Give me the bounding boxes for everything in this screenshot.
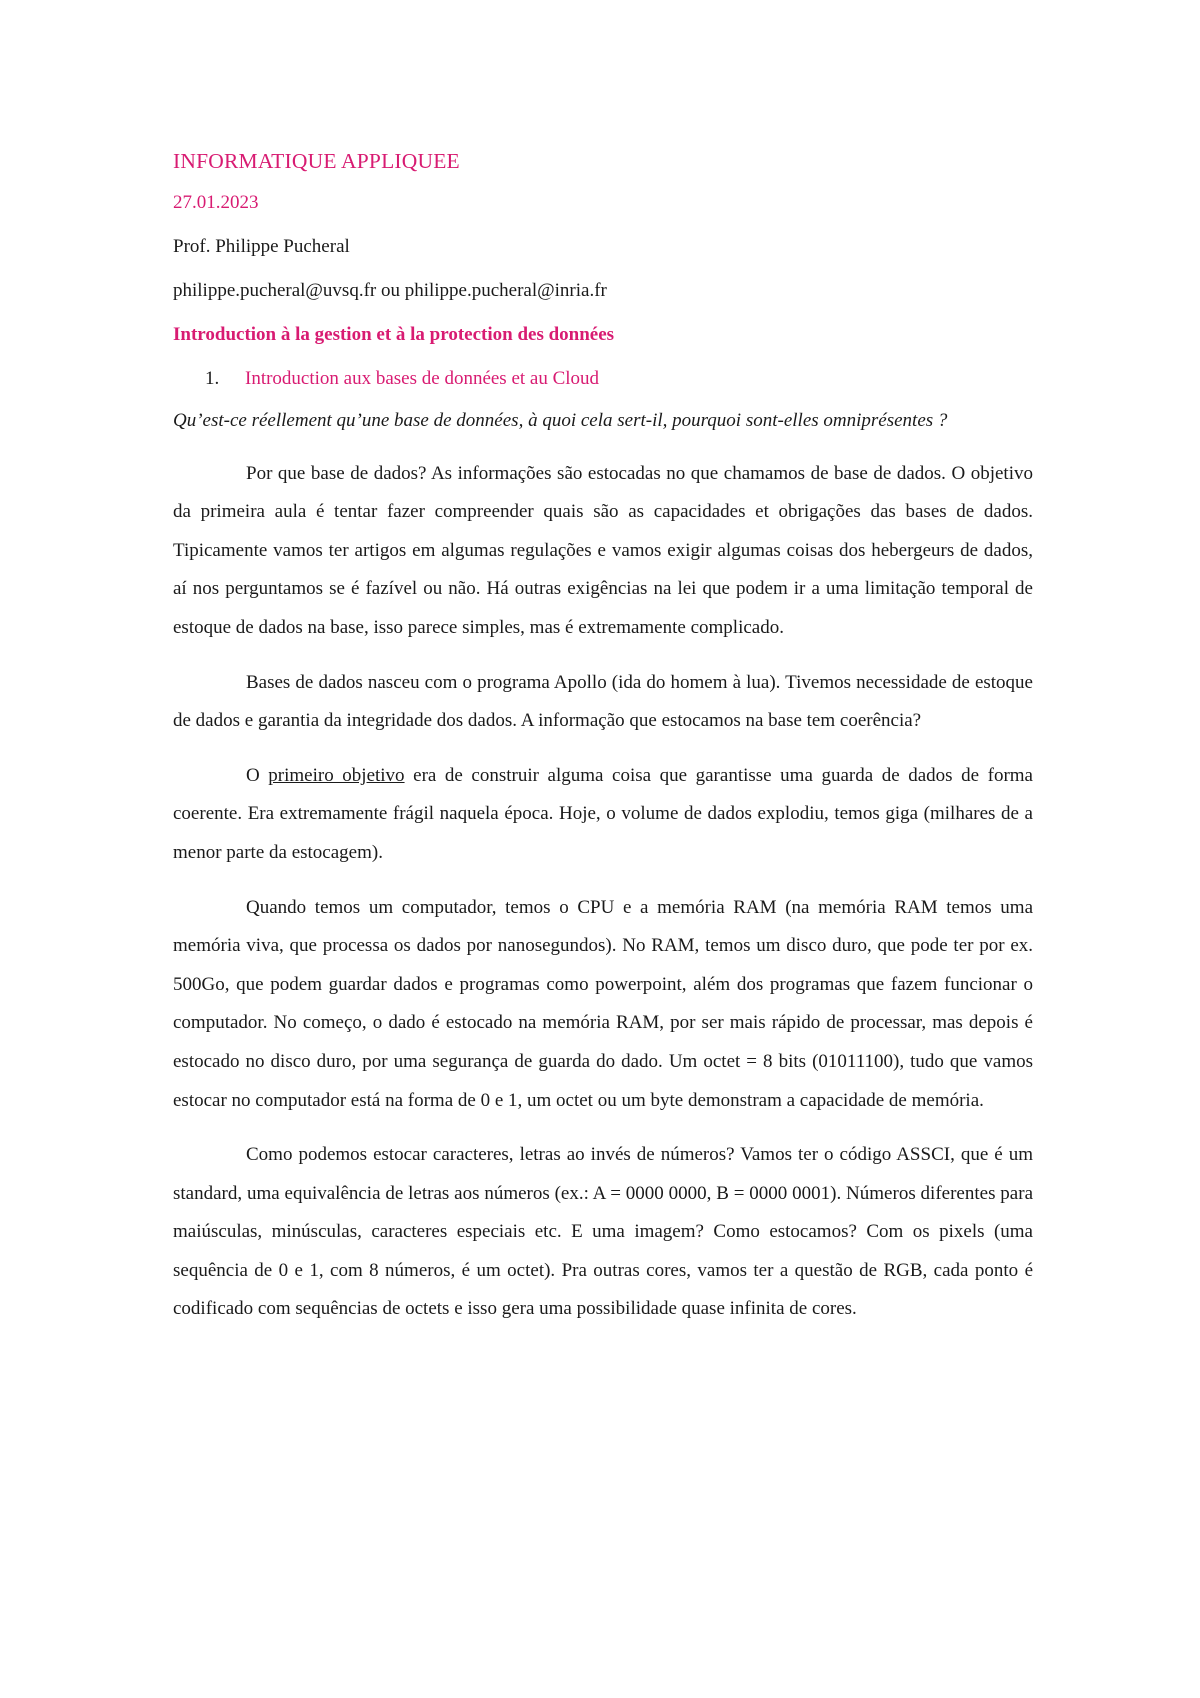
- document-title: INFORMATIQUE APPLIQUEE: [173, 149, 460, 173]
- guiding-question: Qu’est-ce réellement qu’une base de données, à quoi cela sert-il, pourquoi sont-elles omniprésentes ?: [173, 410, 948, 431]
- paragraph-3: [173, 757, 1033, 873]
- numbered-heading: [173, 360, 1033, 398]
- paragraph-2: Bases de dados nasceu com o programa Apollo (ida do homem à lua). Tivemos necessidade de estoque de dados e garantia da integridade dos dados. A informação que estocamos na base tem coerência?: [173, 671, 1033, 732]
- paragraph-4: Quando temos um computador, temos o CPU e a memória RAM (na memória RAM temos uma memória viva, que processa os dados por nanosegundos). No RAM, temos um disco duro, que pode ter por ex. 500Go, que podem guardar dados e programas como powerpoint, além dos programas que fazem funcionar o computador. No começo, o dado é estocado na memória RAM, por ser mais rápido de processar, mas depois é estocado no disco duro, por uma segurança de guarda do dado. Um octet = 8 bits (01011100), tudo que vamos estocar no computador está na forma de 0 e 1, um octet ou um byte demonstram a capacidade de memória.: [173, 896, 1033, 1111]
- paragraph-3-start: O: [246, 764, 269, 786]
- heading-number: 1.: [205, 368, 220, 389]
- paragraph-3-rest: era de construir alguma coisa que garantisse uma guarda de dados de forma coerente. Era extremamente frágil naquela época. Hoje, o volume de dados explodiu, temos giga (milhares de a menor parte da estocagem).: [173, 764, 1033, 863]
- document-date: 27.01.2023: [173, 192, 259, 213]
- contact-emails: philippe.pucheral@uvsq.fr ou philippe.pucheral@inria.fr: [173, 280, 607, 301]
- paragraph-5: Como podemos estocar caracteres, letras ao invés de números? Vamos ter o código ASSCI, que é um standard, uma equivalência de letras aos números (ex.: A = 0000 0000, B = 0000 0001). Números diferentes para maiúsculas, minúsculas, caracteres especiais etc. E uma imagem? Como estocamos? Com os pixels (uma sequência de 0 e 1, com 8 números, é um octet). Pra outras cores, vamos ter a questão de RGB, cada ponto é codificado com sequências de octets e isso gera uma possibilidade quase infinita de cores.: [173, 1144, 1033, 1320]
- document-page: [173, 140, 1033, 1345]
- section-title: Introduction à la gestion et à la protection des données: [173, 324, 615, 345]
- paragraph-1: Por que base de dados? As informações são estocadas no que chamamos de base de dados. O objetivo da primeira aula é tentar fazer compreender quais são as capacidades et obrigações das bases de dados. Tipicamente vamos ter artigos em algumas regulações e vamos exigir algumas coisas dos hebergeurs de dados, aí nos perguntamos se é fazível ou não. Há outras exigências na lei que podem ir a uma limitação temporal de estoque de dados na base, isso parece simples, mas é extremamente complicado.: [173, 462, 1033, 638]
- heading-text: Introduction aux bases de données et au Cloud: [245, 368, 600, 389]
- professor-name: Prof. Philippe Pucheral: [173, 236, 350, 257]
- underlined-phrase: primeiro objetivo: [268, 764, 405, 786]
